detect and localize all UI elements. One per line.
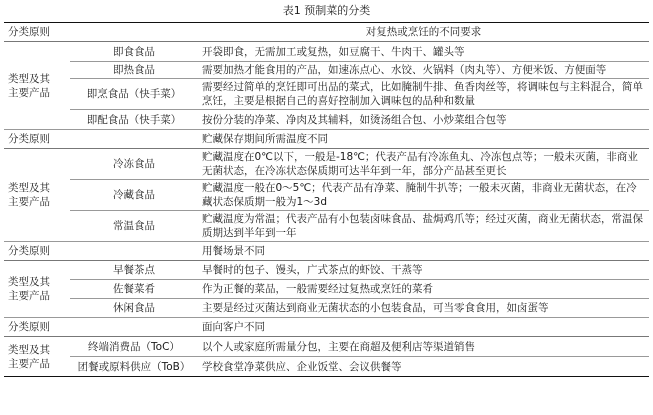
product-desc: 贮藏温度在0℃以下，一般是-18℃；代表产品有冷冻鱼丸、冷冻包点等；一般未灭菌，非商业无菌状态，在冷冻状态保质期可达半年到一年，部分产品甚至更长: [198, 149, 649, 180]
classification-table: [4, 22, 649, 377]
principle-label: 分类原则: [4, 242, 70, 261]
product-name: 早餐茶点: [70, 261, 198, 280]
product-name: 终端消费品（ToC）: [70, 337, 198, 357]
table-row: [4, 211, 649, 242]
header-row: [4, 318, 649, 337]
table-row: [4, 110, 649, 130]
principle-label: 分类原则: [4, 23, 70, 42]
product-desc: 需要加热才能食用的产品，如速冻点心、水饺、火锅料（肉丸等）、方便米饭、方便面等: [198, 62, 649, 79]
product-name: 团餐或原料供应（ToB）: [70, 357, 198, 377]
principle-value: 对复热或烹饪的不同要求: [198, 23, 649, 42]
principle-value: 用餐场景不同: [198, 242, 649, 261]
table-title: 表1 预制菜的分类: [282, 4, 371, 17]
header-row: [4, 242, 649, 261]
table-row: [4, 337, 649, 357]
product-name: 常温食品: [70, 211, 198, 242]
table-row: [4, 42, 649, 62]
header-row: [4, 23, 649, 42]
principle-label: 分类原则: [4, 318, 70, 337]
category-label: 类型及其 主要产品: [4, 42, 70, 130]
product-desc: 需要经过简单的烹饪即可出品的菜式，比如腌制牛排、鱼香肉丝等，将调味包与主料混合，简单烹饪，主要是根据自己的喜好控制加入调味包的品种和数量: [198, 79, 649, 110]
product-desc: 以个人或家庭所需量分包，主要在商超及便利店等渠道销售: [198, 337, 649, 357]
product-desc: 贮藏温度为常温；代表产品有小包装卤味食品、盐焗鸡爪等；经过灭菌，商业无菌状态，常温保质期达到半年到一年: [198, 211, 649, 242]
product-name: 冷冻食品: [70, 149, 198, 180]
category-label: 类型及其 主要产品: [4, 261, 70, 318]
product-desc: 学校食堂净菜供应、企业饭堂、会议供餐等: [198, 357, 649, 377]
product-name: 即配食品（快手菜）: [70, 110, 198, 130]
product-desc: 早餐时的包子、馒头，广式茶点的虾饺、干蒸等: [198, 261, 649, 280]
product-name: 休闲食品: [70, 299, 198, 318]
table-row: [4, 62, 649, 79]
table-row: [4, 261, 649, 280]
principle-value: 贮藏保存期间所需温度不同: [198, 130, 649, 149]
product-name: 即烹食品（快手菜）: [70, 79, 198, 110]
product-name: 即热食品: [70, 62, 198, 79]
table-row: [4, 357, 649, 377]
product-desc: 按份分装的净菜、净肉及其辅料，如烫汤组合包、小炒菜组合包等: [198, 110, 649, 130]
principle-value: 面向客户不同: [198, 318, 649, 337]
product-name: 即食食品: [70, 42, 198, 62]
header-row: [4, 130, 649, 149]
category-label: 类型及其 主要产品: [4, 337, 70, 377]
table-row: [4, 79, 649, 110]
table-row: [4, 299, 649, 318]
product-desc: 贮藏温度一般在0～5℃；代表产品有净菜、腌制牛扒等；一般未灭菌，非商业无菌状态，在冷藏状态保质期一般为1～3d: [198, 180, 649, 211]
product-desc: 作为正餐的菜品，一般需要经过复热或烹饪的菜肴: [198, 280, 649, 299]
principle-label: 分类原则: [4, 130, 70, 149]
product-name: 冷藏食品: [70, 180, 198, 211]
product-name: 佐餐菜肴: [70, 280, 198, 299]
product-desc: 开袋即食，无需加工或复热，如豆腐干、牛肉干、罐头等: [198, 42, 649, 62]
category-label: 类型及其 主要产品: [4, 149, 70, 242]
product-desc: 主要是经过灭菌达到商业无菌状态的小包装食品，可当零食食用，如卤蛋等: [198, 299, 649, 318]
table-row: [4, 280, 649, 299]
table-row: [4, 149, 649, 180]
table-row: [4, 180, 649, 211]
